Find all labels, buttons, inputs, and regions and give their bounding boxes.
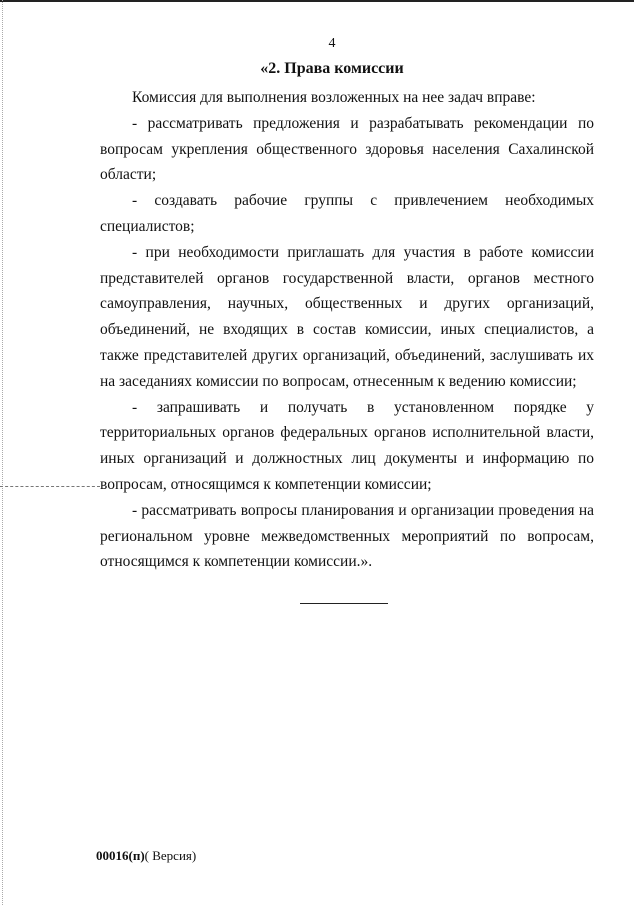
footer-code: 00016(п) (96, 848, 145, 863)
scan-left-margin-line (2, 0, 3, 905)
document-body (100, 85, 594, 575)
paragraph-item-4: - запрашивать и получать в установленном порядке у территориальных органов федеральных органов исполнительной власти, иных организаций и должностных лиц документы и информацию по вопросам, относящимся к компетенции комиссии; (100, 398, 594, 493)
footer-document-code (96, 848, 196, 864)
section-heading: «2. Права комиссии (260, 60, 404, 77)
paragraph-item-5: - рассматривать вопросы планирования и организации проведения на региональном уровне межведомственных мероприятий по вопросам, относящимся к компетенции комиссии.». (100, 501, 594, 571)
paragraph-item-3: - при необходимости приглашать для участия в работе комиссии представителей органов государственной власти, органов местного самоуправления, научных, общественных и других организаций, объединений, не входящих в состав комиссии, иных специалистов, а также представителей других организаций, объединений, заслушивать их на заседаниях комиссии по вопросам, отнесенным к ведению комиссии; (100, 243, 594, 390)
end-separator-line (300, 603, 388, 604)
scan-top-border (0, 0, 634, 2)
scan-dashed-line (0, 486, 100, 487)
paragraph-intro: Комиссия для выполнения возложенных на нее задач вправе: (132, 89, 536, 106)
footer-version: ( Версия) (144, 848, 197, 863)
paragraph-item-1: - рассматривать предложения и разрабатывать рекомендации по вопросам укрепления общественного здоровья населения Сахалинской области; (100, 114, 594, 184)
page-number: 4 (328, 36, 336, 51)
paragraph-item-2: - создавать рабочие группы с привлечением необходимых специалистов; (100, 192, 594, 235)
